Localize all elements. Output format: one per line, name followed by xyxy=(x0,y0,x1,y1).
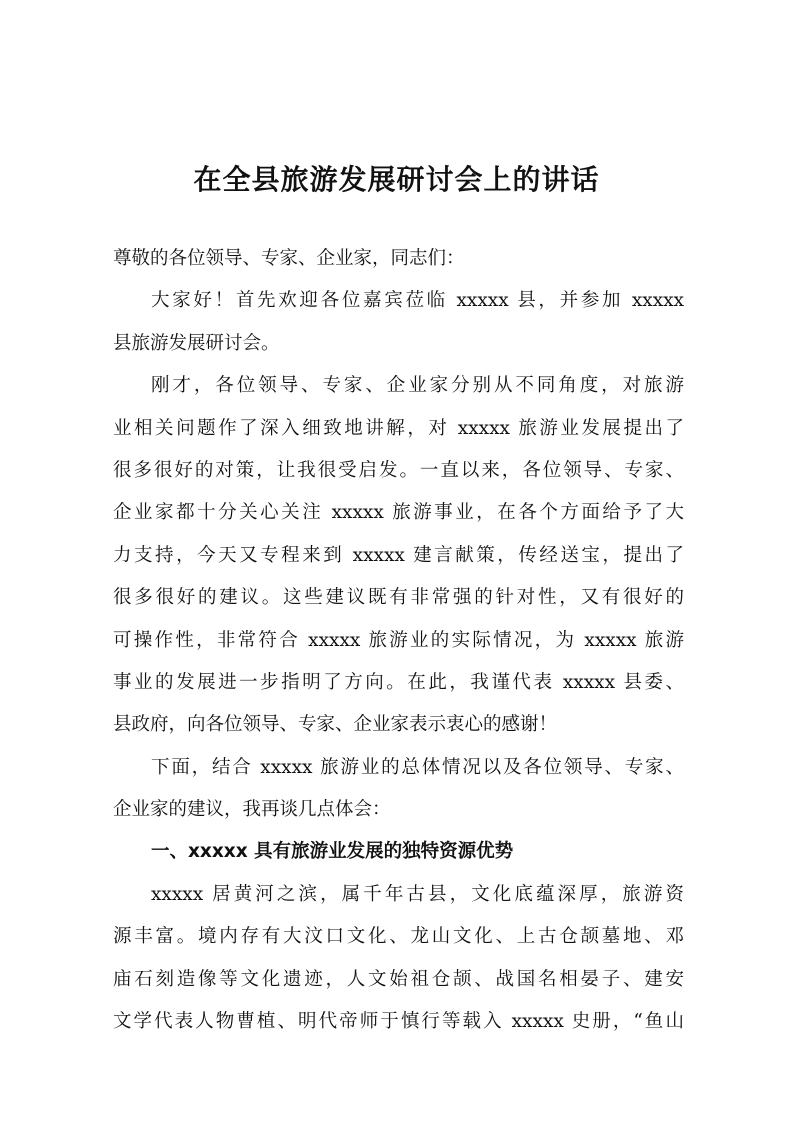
paragraph-line: 大家好！首先欢迎各位嘉宾莅临 xxxxx 县，并参加 xxxxx xyxy=(151,290,684,312)
paragraph-line: 文学代表人物曹植、明代帝师于慎行等载入 xxxxx 史册，“鱼山 xyxy=(113,1011,684,1033)
paragraph-line: 庙石刻造像等文化遗迹，人文始祖仓颉、战国名相晏子、建安 xyxy=(113,968,684,990)
salutation: 尊敬的各位领导、专家、企业家，同志们： xyxy=(113,248,465,269)
paragraph-line: 刚才，各位领导、专家、企业家分别从不同角度，对旅游 xyxy=(151,375,684,397)
paragraph-line: xxxxx 居黄河之滨，属千年古县，文化底蕴深厚，旅游资 xyxy=(151,883,684,905)
section-heading: 一、xxxxx 具有旅游业发展的独特资源优势 xyxy=(151,841,514,863)
document-title: 在全县旅游发展研讨会上的讲话 xyxy=(193,163,600,196)
paragraph-line: 县旅游发展研讨会。 xyxy=(113,332,280,354)
paragraph-line: 源丰富。境内存有大汶口文化、龙山文化、上古仓颉墓地、邓 xyxy=(113,926,684,948)
paragraph-line: 企业家的建议，我再谈几点体会： xyxy=(113,799,391,821)
paragraph-line: 很多很好的对策，让我很受启发。一直以来，各位领导、专家、 xyxy=(113,459,684,481)
paragraph-line: 很多很好的建议。这些建议既有非常强的针对性，又有很好的 xyxy=(113,587,684,609)
paragraph-line: 事业的发展进一步指明了方向。在此，我谨代表 xxxxx 县委、 xyxy=(113,671,684,693)
paragraph-line: 企业家都十分关心关注 xxxxx 旅游事业，在各个方面给予了大 xyxy=(113,502,684,524)
document-body xyxy=(113,238,684,1043)
paragraph-line: 力支持，今天又专程来到 xxxxx 建言献策，传经送宝，提出了 xyxy=(113,544,684,566)
paragraph-line: 可操作性，非常符合 xxxxx 旅游业的实际情况，为 xxxxx 旅游 xyxy=(113,629,684,651)
paragraph-line: 县政府，向各位领导、专家、企业家表示衷心的感谢！ xyxy=(113,714,558,736)
paragraph-line: 业相关问题作了深入细致地讲解，对 xxxxx 旅游业发展提出了 xyxy=(113,417,684,439)
paragraph-line: 下面，结合 xxxxx 旅游业的总体情况以及各位领导、专家、 xyxy=(151,756,684,778)
